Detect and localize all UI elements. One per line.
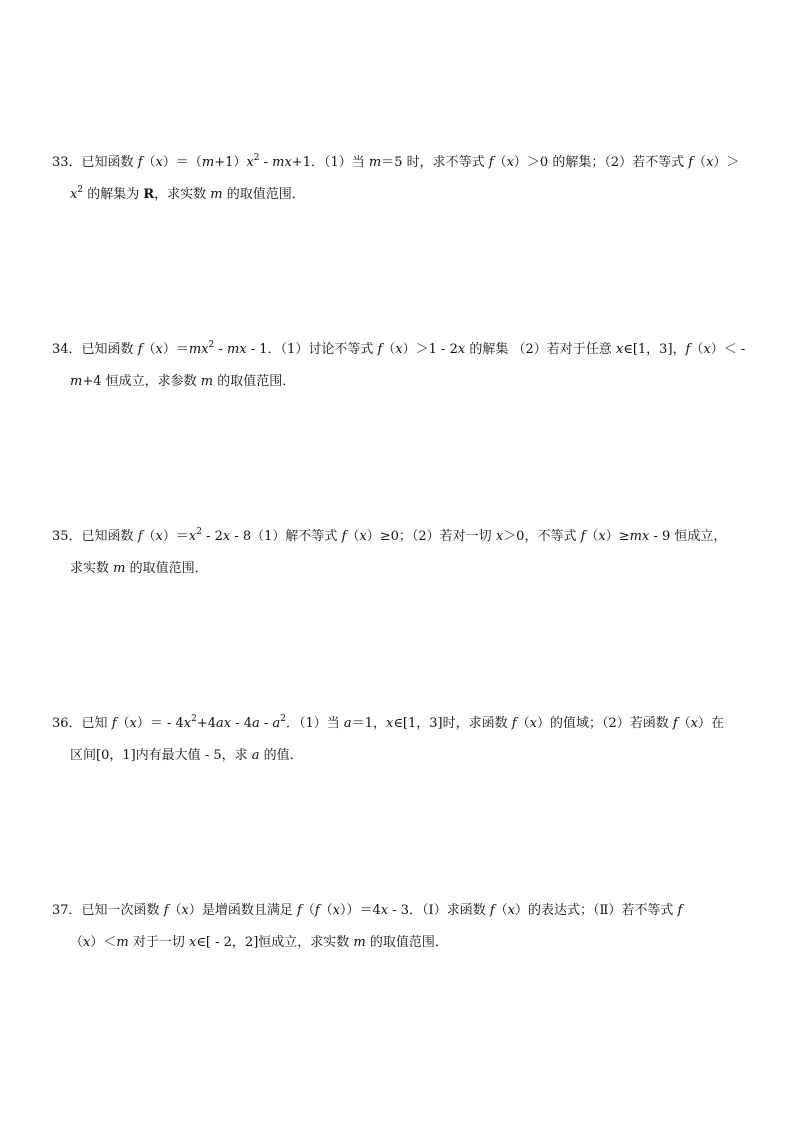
text-segment: ）＝（ [162,155,202,170]
math-variable: f [137,342,143,357]
math-variable: f [488,155,494,170]
text-segment: 的解集为 [83,187,144,202]
math-variable: x [529,716,537,731]
text-segment: 区间[0，1]内有最大值 - 5，求 [70,748,252,763]
math-variable: m [113,561,126,576]
text-segment: R [143,187,155,202]
text-segment: 36．已知 [52,716,112,731]
text-segment: ）的值域；（2）若函数 [536,716,673,731]
math-variable: m [210,187,223,202]
text-segment: 求实数 [70,561,114,576]
text-segment: ＝5 时，求不等式 [381,155,489,170]
text-segment: ）的表达式；（Ⅱ）若不等式 [515,903,678,918]
text-segment: +4 恒成立，求参数 [82,374,201,389]
text-segment: - 4 [231,716,253,731]
text-segment: ）＝ - 4 [136,716,184,731]
text-segment: 37．已知一次函数 [52,903,164,918]
text-segment: （ [585,529,599,544]
math-variable: m [201,155,215,170]
math-variable: x [385,716,394,731]
superscript: 2 [77,185,84,195]
problem-line [52,895,746,927]
text-segment: 35．已知函数 [52,529,138,544]
problem-line [52,553,746,585]
text-segment: 对于一切 [128,935,189,950]
text-segment: - 9 恒成立， [649,529,727,544]
text-segment: （ [690,342,704,357]
math-variable: x [706,155,714,170]
problem-line [52,366,746,398]
problem-line [52,179,746,211]
math-variable: x [359,529,367,544]
math-variable: m [368,155,382,170]
math-variable: a [343,716,352,731]
math-variable: mx [272,155,292,170]
math-variable: x [188,935,197,950]
problem-line [52,740,746,772]
text-segment: ，求实数 [154,187,211,202]
math-variable: f [489,903,495,918]
text-segment: ∈[1，3]时，求函数 [393,716,512,731]
math-variable: m [353,935,366,950]
text-segment: （ [677,716,691,731]
math-variable: x [155,342,163,357]
math-variable: x [457,342,466,357]
superscript: 2 [253,153,260,163]
text-segment: （ [301,903,315,918]
math-variable: x [222,529,231,544]
text-segment: 的解集 （2）若对于任意 [465,342,616,357]
math-variable: f [137,529,143,544]
text-segment: （ [168,903,182,918]
text-segment: +1） [214,155,247,170]
problem-line [52,334,746,366]
text-segment: （ [493,155,507,170]
problem-34 [52,334,746,398]
problem-37 [52,895,746,959]
text-segment: ＝1， [351,716,386,731]
math-variable: mx [188,342,209,357]
text-segment: （ [116,716,130,731]
text-segment: - [259,716,273,731]
problem-line [52,927,746,959]
superscript: 2 [208,340,215,350]
text-segment: - 1．（1）讨论不等式 [246,342,378,357]
math-variable: f [163,903,169,918]
superscript: 2 [196,527,202,537]
math-variable: f [685,342,691,357]
math-variable: x [129,716,137,731]
math-variable: f [688,155,694,170]
text-segment: ））＝4 [340,903,381,918]
math-variable: x [615,342,624,357]
problem-35 [52,521,746,585]
math-variable: x [246,155,254,170]
math-variable: ax [216,716,232,731]
text-segment: ）＝ [162,342,189,357]
text-segment: （ [70,935,84,950]
text-segment: （ [346,529,360,544]
math-variable: x [155,155,163,170]
math-variable: x [332,903,340,918]
text-segment: ）≥ [605,529,630,544]
math-variable: f [297,903,302,918]
text-segment: 的取值范围． [125,561,208,576]
problem-line [52,708,746,740]
math-variable: a [272,716,281,731]
problem-line [52,521,746,553]
text-segment: ）在 [698,716,725,731]
text-segment: ）＞ [713,155,740,170]
text-segment: ＞0，不等式 [503,529,581,544]
math-variable: x [181,903,189,918]
math-variable: x [188,529,197,544]
math-variable: x [395,342,403,357]
text-segment: - 8（1）解不等式 [230,529,342,544]
math-variable: x [155,529,163,544]
text-segment: ）＝ [162,529,189,544]
problem-line [52,147,746,179]
text-segment: （ [142,342,156,357]
math-variable: m [70,374,83,389]
text-segment: （ [142,155,156,170]
math-variable: f [137,155,143,170]
text-segment: - [214,342,227,357]
math-variable: x [690,716,699,731]
text-segment: 33．已知函数 [52,155,138,170]
math-variable: x [703,342,711,357]
math-variable: mx [226,342,247,357]
math-variable: f [314,903,320,918]
math-variable: f [511,716,517,731]
math-variable: x [380,903,389,918]
math-variable: mx [629,529,650,544]
superscript: 2 [191,714,197,724]
text-segment: （ [142,529,156,544]
problem-36 [52,708,746,772]
text-segment: - 3．（Ⅰ）求函数 [388,903,490,918]
math-variable: x [506,155,514,170]
superscript: 2 [280,714,287,724]
text-segment: 的值． [259,748,303,763]
text-segment: ）＜ [90,935,117,950]
math-variable: x [598,529,606,544]
text-segment: 的取值范围． [213,374,296,389]
text-segment: - 2 [201,529,223,544]
text-segment: （ [494,903,508,918]
text-segment: （ [693,155,707,170]
math-variable: x [70,187,78,202]
math-variable: f [377,342,383,357]
text-segment: ）＞0 的解集；（2）若不等式 [513,155,689,170]
math-variable: x [507,903,515,918]
math-variable: a [252,716,260,731]
math-variable: f [677,903,683,918]
text-segment: ∈[ - 2，2]恒成立，求实数 [196,935,354,950]
math-variable: x [495,529,504,544]
text-segment: ∈[1，3]， [623,342,686,357]
text-segment: - [259,155,273,170]
text-segment: 的取值范围． [365,935,448,950]
text-segment: ）是增函数且满足 [188,903,297,918]
math-variable: f [672,716,678,731]
text-segment: ）＞1 - 2 [402,342,458,357]
text-segment: （ [516,716,530,731]
math-variable: x [83,935,91,950]
text-segment: （ [382,342,396,357]
text-segment: ）＜ - [710,342,746,357]
math-variable: m [116,935,129,950]
text-segment: 的取值范围． [222,187,305,202]
math-variable: f [341,529,347,544]
text-segment: ）≥0；（2）若对一切 [366,529,496,544]
math-variable: f [111,716,117,731]
text-segment: ．（1）当 [286,716,344,731]
text-segment: +1．（1）当 [291,155,369,170]
math-variable: x [183,716,192,731]
math-variable: a [251,748,260,763]
math-variable: m [200,374,214,389]
text-segment: 34．已知函数 [52,342,138,357]
text-segment: （ [319,903,333,918]
problem-33 [52,147,746,211]
text-segment: +4 [196,716,217,731]
math-variable: f [580,529,586,544]
